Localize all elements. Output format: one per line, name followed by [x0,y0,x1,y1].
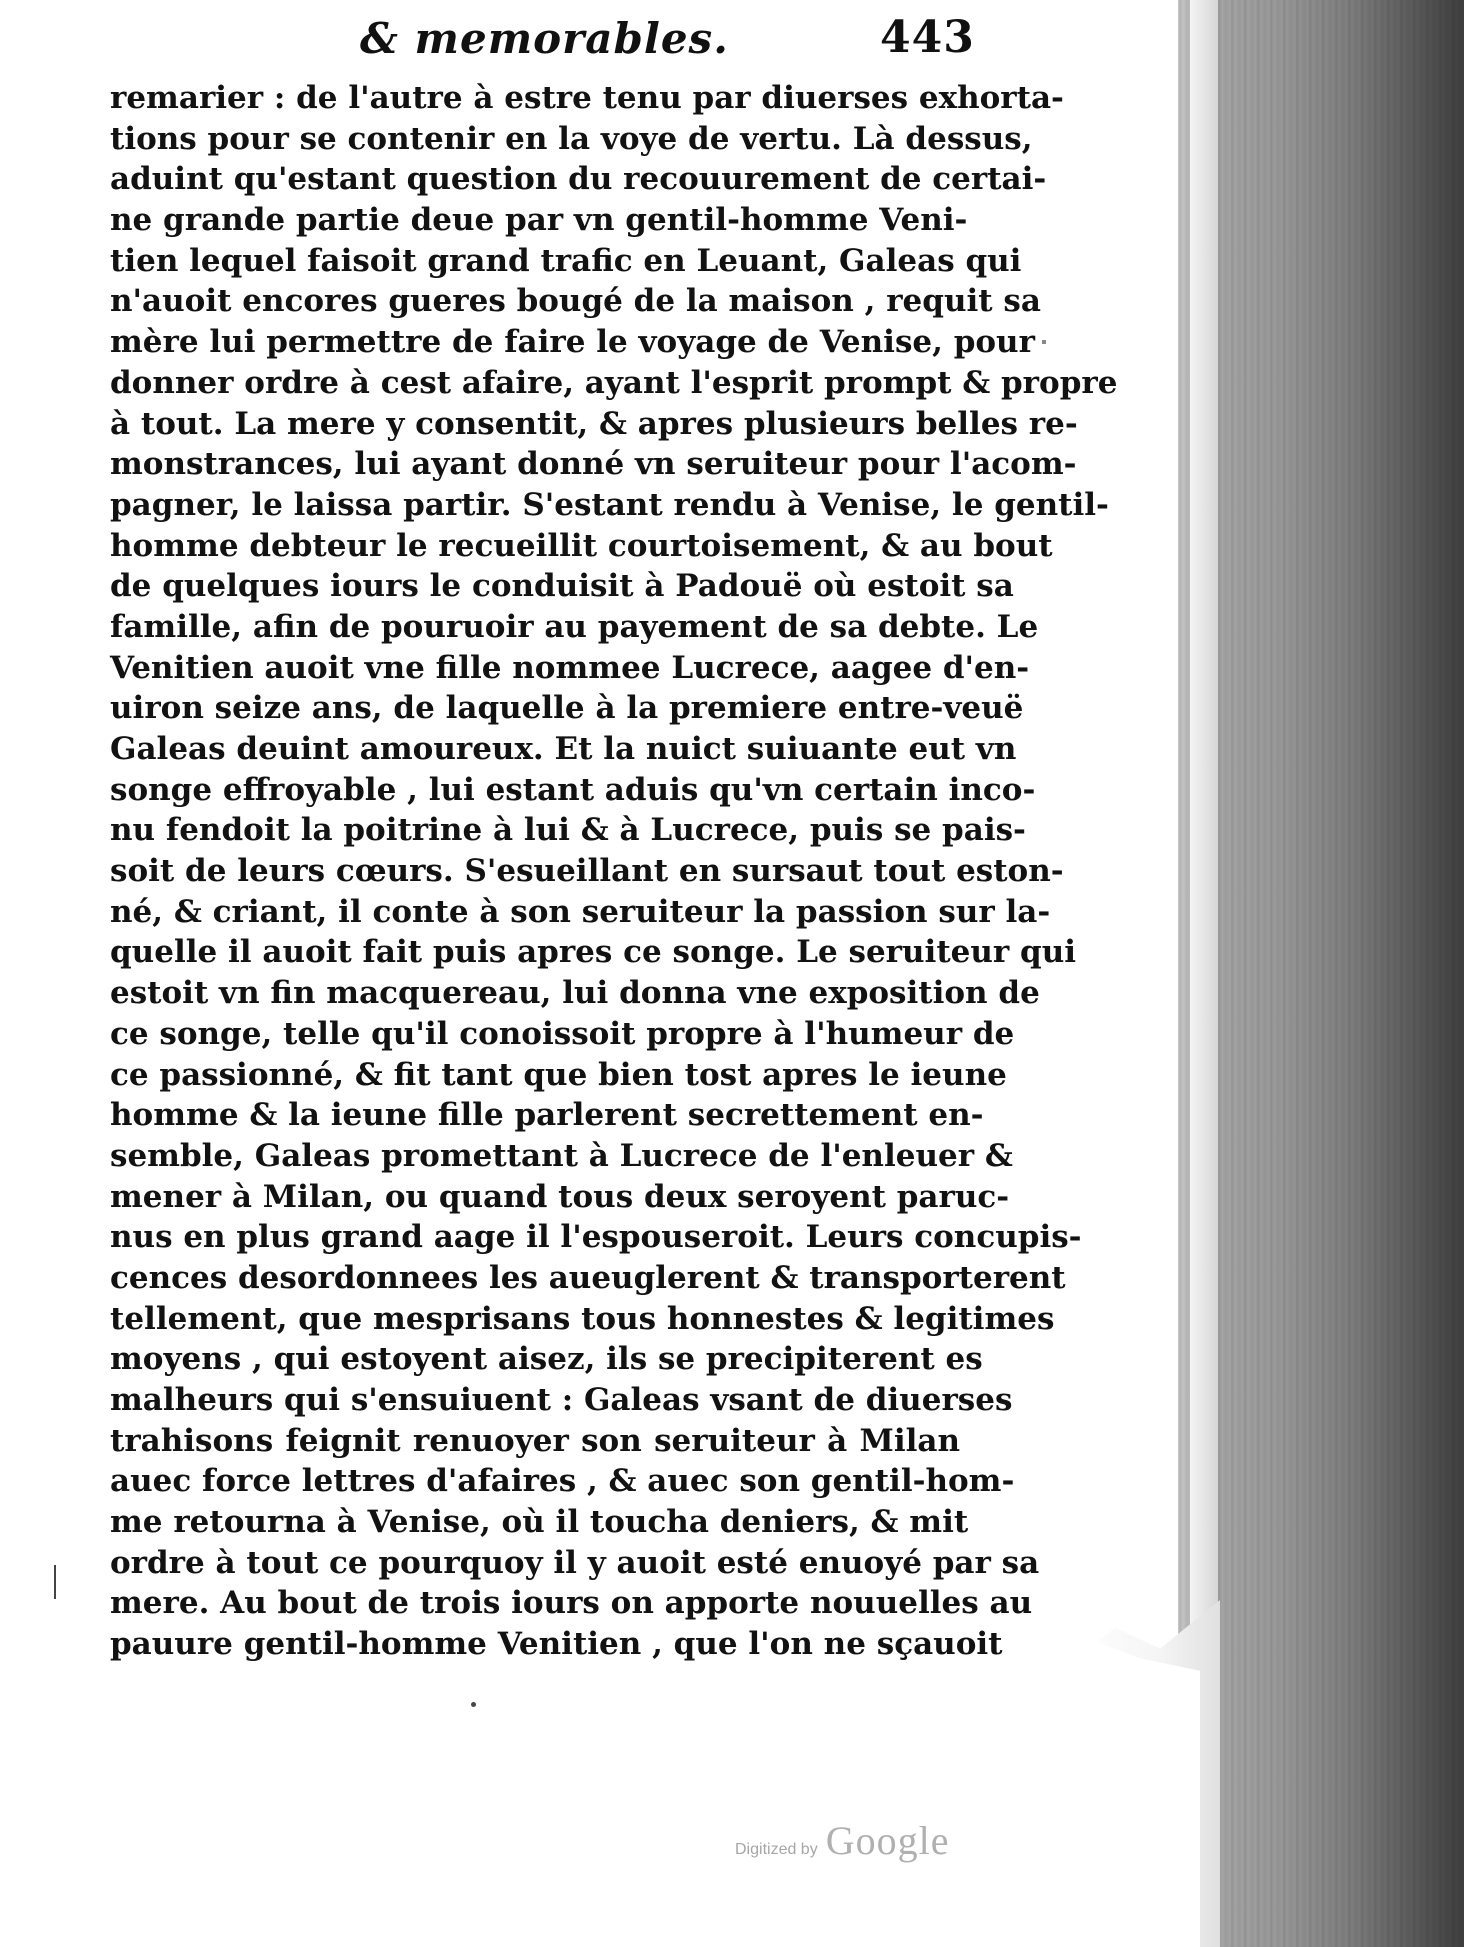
text-line: né, & criant, il conte à son seruiteur la passion sur la- [110,893,1051,930]
text-line: homme debteur le recueillit courtoisement, & au bout [110,527,1053,564]
text-line: nu fendoit la poitrine à lui & à Lucrece, puis se pais- [110,812,1026,849]
speck [1042,340,1046,344]
text-line: de quelques iours le conduisit à Padouë où estoit sa [110,568,1014,605]
text-line: Galeas deuint amoureux. Et la nuict suiuante eut vn [110,731,1017,767]
text-line: n'auoit encores gueres bougé de la maison , requit sa [110,283,1041,320]
text-line: pagner, le laissa partir. S'estant rendu à Venise, le gentil- [110,486,1109,523]
text-line: trahisons feignit renuoyer son seruiteur à Milan [110,1422,960,1459]
text-line: ne grande partie deue par vn gentil-homme Veni- [110,202,968,239]
text-line: ordre à tout ce pourquoy il y auoit esté enuoyé par sa [110,1544,1040,1581]
google-logo: Google [825,1818,950,1863]
text-line: me retourna à Venise, où il toucha deniers, & mit [110,1504,969,1541]
text-line: cences desordonnees les aueuglerent & transporterent [110,1259,1066,1296]
text-line: mener à Milan, ou quand tous deux seroyent paruc- [110,1178,1010,1215]
speck [471,1702,476,1707]
page-tear [960,1640,1200,1947]
text-line: songe effroyable , lui estant aduis qu'vn certain inco- [110,771,1036,808]
text-line: donner ordre à cest afaire, ayant l'esprit prompt & propre [110,364,1118,401]
text-line: famille, afin de pouruoir au payement de sa debte. Le [110,608,1039,645]
running-header [360,14,1010,74]
text-line: ce songe, telle qu'il conoissoit propre à l'humeur de [110,1015,1015,1052]
digitized-watermark [735,1817,949,1864]
page-gutter-shadow [1178,0,1464,1947]
text-line: tellement, que mesprisans tous honnestes & legitimes [110,1300,1055,1337]
margin-mark [54,1565,56,1599]
text-line: pauure gentil-homme Venitien , que l'on ne sçauoit [110,1626,1003,1663]
text-line: monstrances, lui ayant donné vn seruiteur pour l'acom- [110,446,1077,483]
text-line: mère lui permettre de faire le voyage de Venise, pour [110,324,1035,361]
text-line: remarier : de l'autre à estre tenu par diuerses exhorta- [110,80,1064,116]
page-number: 443 [880,12,975,63]
text-line: quelle il auoit fait puis apres ce songe. Le seruiteur qui [110,934,1077,971]
body-text [110,78,1118,1665]
text-line: malheurs qui s'ensuiuent : Galeas vsant de diuerses [110,1382,1013,1418]
text-line: estoit vn fin macquereau, lui donna vne exposition de [110,975,1040,1012]
text-line: aduint qu'estant question du recouurement de certai- [110,161,1047,198]
text-line: nus en plus grand aage il l'espouseroit. Leurs concupis- [110,1219,1082,1256]
text-line: semble, Galeas promettant à Lucrece de l'enleuer & [110,1137,1013,1174]
text-line: uiron seize ans, de laquelle à la premiere entre-veuë [110,690,1024,727]
text-line: à tout. La mere y consentit, & apres plusieurs belles re- [110,405,1078,442]
text-line: moyens , qui estoyent aisez, ils se precipiterent es [110,1341,983,1378]
text-line: tien lequel faisoit grand trafic en Leuant, Galeas qui [110,242,1022,279]
text-line: Venitien auoit vne fille nommee Lucrece, aagee d'en- [110,649,1030,686]
text-line: soit de leurs cœurs. S'esueillant en sursaut tout eston- [110,853,1064,890]
digitized-label: Digitized by [735,1841,818,1858]
text-line: auec force lettres d'afaires , & auec son gentil-hom- [110,1463,1015,1500]
text-line: tions pour se contenir en la voye de vertu. Là dessus, [110,120,1033,157]
text-line: mere. Au bout de trois iours on apporte nouuelles au [110,1585,1033,1622]
text-line: ce passionné, & fit tant que bien tost apres le ieune [110,1056,1007,1093]
text-line: homme & la ieune fille parlerent secrettement en- [110,1097,984,1134]
running-title: & memorables. [360,14,729,63]
